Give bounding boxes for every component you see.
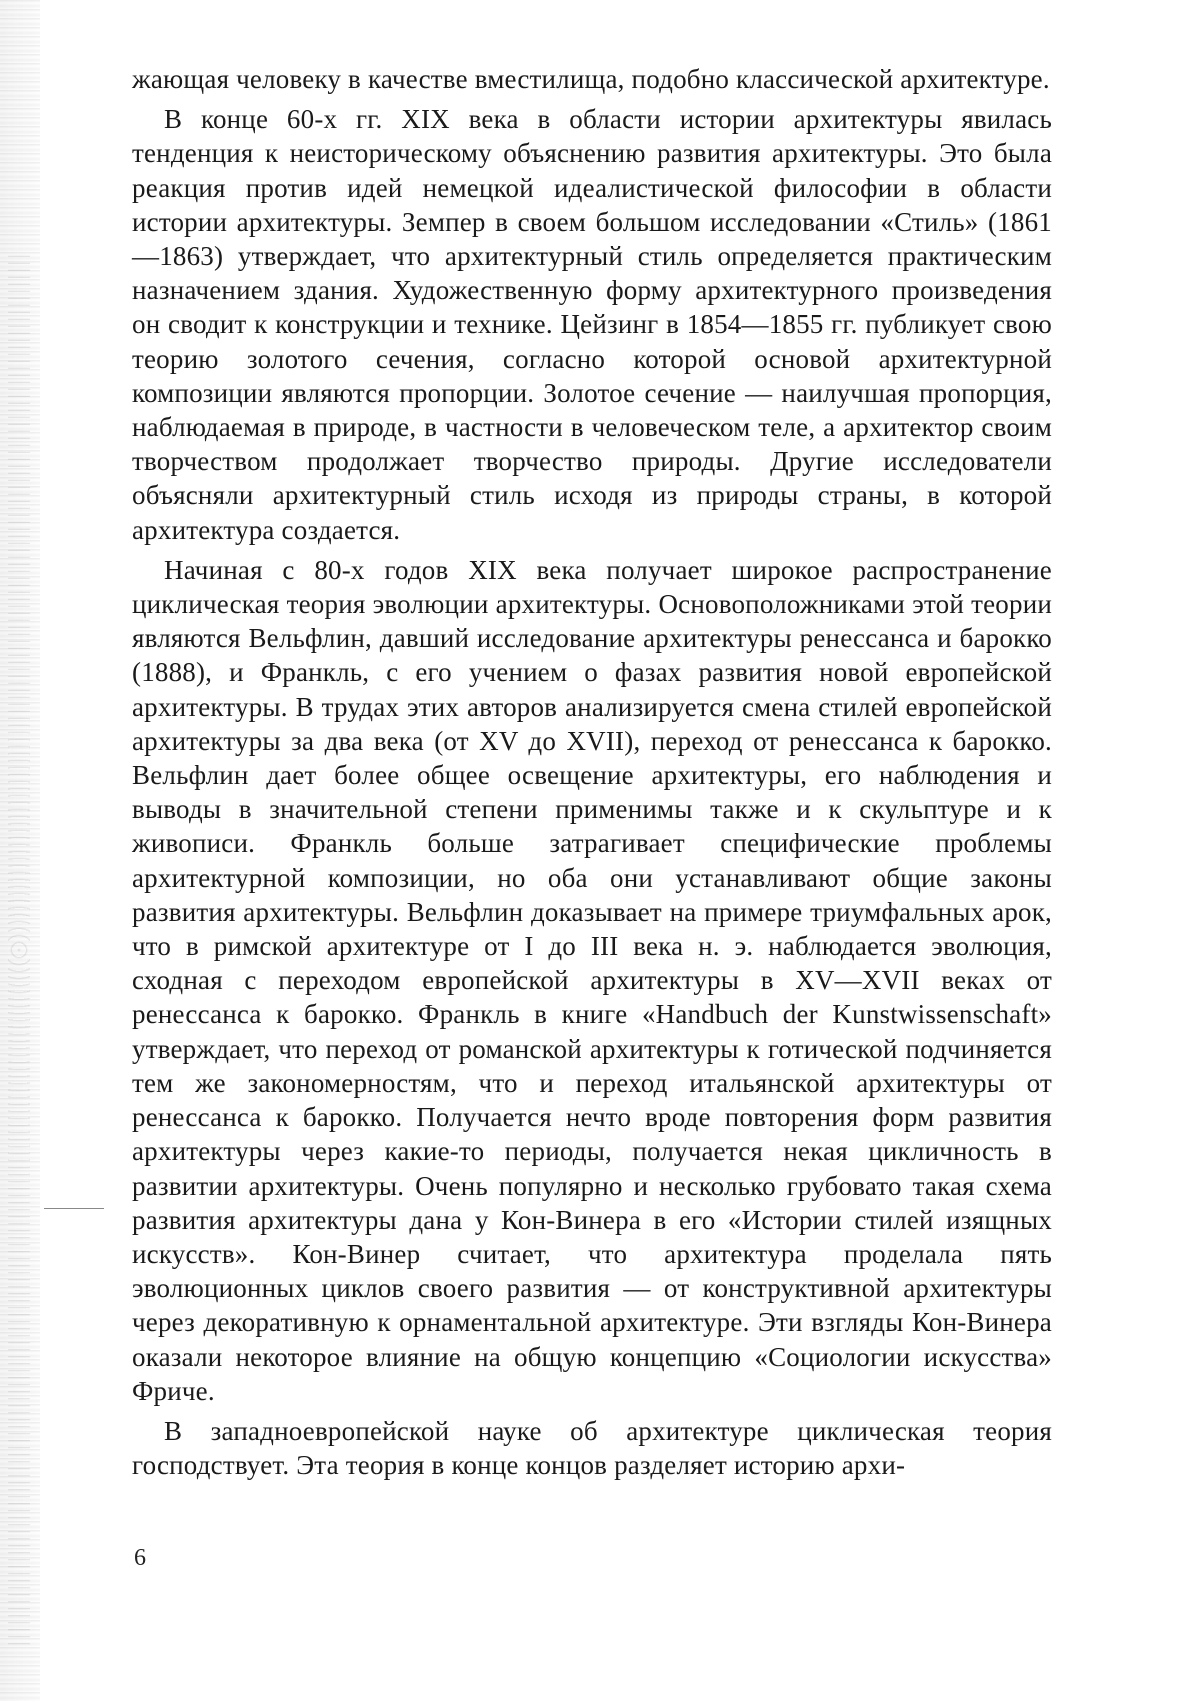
paragraph: В конце 60-х гг. XIX века в области истории архитектуры явилась тенденция к неисторическому объяснению развития архитектуры. Это была реакция против идей немецкой идеалистической философии в области истории архитектуры. Земпер в своем большом исследовании «Стиль» (1861—1863) утверждает, что архитектурный стиль определяется практическим назначением здания. Художественную форму архитектурного произведения он сводит к конструкции и технике. Цейзинг в 1854—1855 гг. публикует свою теорию золотого сечения, согласно которой основой архитектурной композиции являются пропорции. Золотое сечение — наилучшая пропорция, наблюдаемая в природе, в частности в человеческом теле, а архитектор своим творчеством продолжает творчество природы. Другие исследователи объясняли архитектурный стиль исходя из природы страны, в которой архитектура создается. [132,104,1052,545]
scan-edge-artifact [0,0,40,1701]
scan-noise [8,250,30,1650]
page-number: 6 [134,1545,146,1571]
paragraph: Начиная с 80-х годов XIX века получает широкое распространение циклическая теория эволюции архитектуры. Основоположниками этой теории являются Вельфлин, давший исследование архитектуры ренессанса и барокко (1888), и Франкль, с его учением о фазах развития новой европейской архитектуры. В трудах этих авторов анализируется смена стилей европейской архитектуры за два века (от XV до XVII), переход от ренессанса к барокко. Вельфлин дает более общее освещение архитектуры, его наблюдения и выводы в значительной степени применимы также и к скульптуре и к живописи. Франкль больше затрагивает специфические проблемы архитектурной композиции, но оба они устанавливают общие законы развития архитектуры. Вельфлин доказывает на примере триумфальных арок, что в римской архитектуре от I до III века н. э. наблюдается эволюция, сходная с переходом европейской архитектуры в XV—XVII веках от ренессанса к барокко. Франкль в книге «Handbuch der Kunstwissenschaft» утверждает, что переход от романской архитектуры к готической подчиняется тем же закономерностям, что и переход итальянской архитектуры от ренессанса к барокко. Получается нечто вроде повторения форм развития архитектуры через какие-то периоды, получается некая цикличность в развитии архитектуры. Очень популярно и несколько грубовато такая схема развития архитектуры дана у Кон-Винера в его «Истории стилей изящных искусств». Кон-Винер считает, что архитектура проделала пять эволюционных циклов своего развития — от конструктивной архитектуры через декоративную к орнаментальной архитектуре. Эти взгляды Кон-Винера оказали некоторое влияние на общую концепцию «Социологии искусства» Фриче. [132,554,1052,1406]
paragraph-continuation: жающая человеку в качестве вместилища, подобно классической архитектуре. [132,64,1050,94]
margin-rule [44,1208,104,1209]
body-text [132,62,1052,1482]
paragraph: В западноевропейской науке об архитектуре циклическая теория господствует. Эта теория в конце концов разделяет историю архи- [132,1415,1052,1481]
